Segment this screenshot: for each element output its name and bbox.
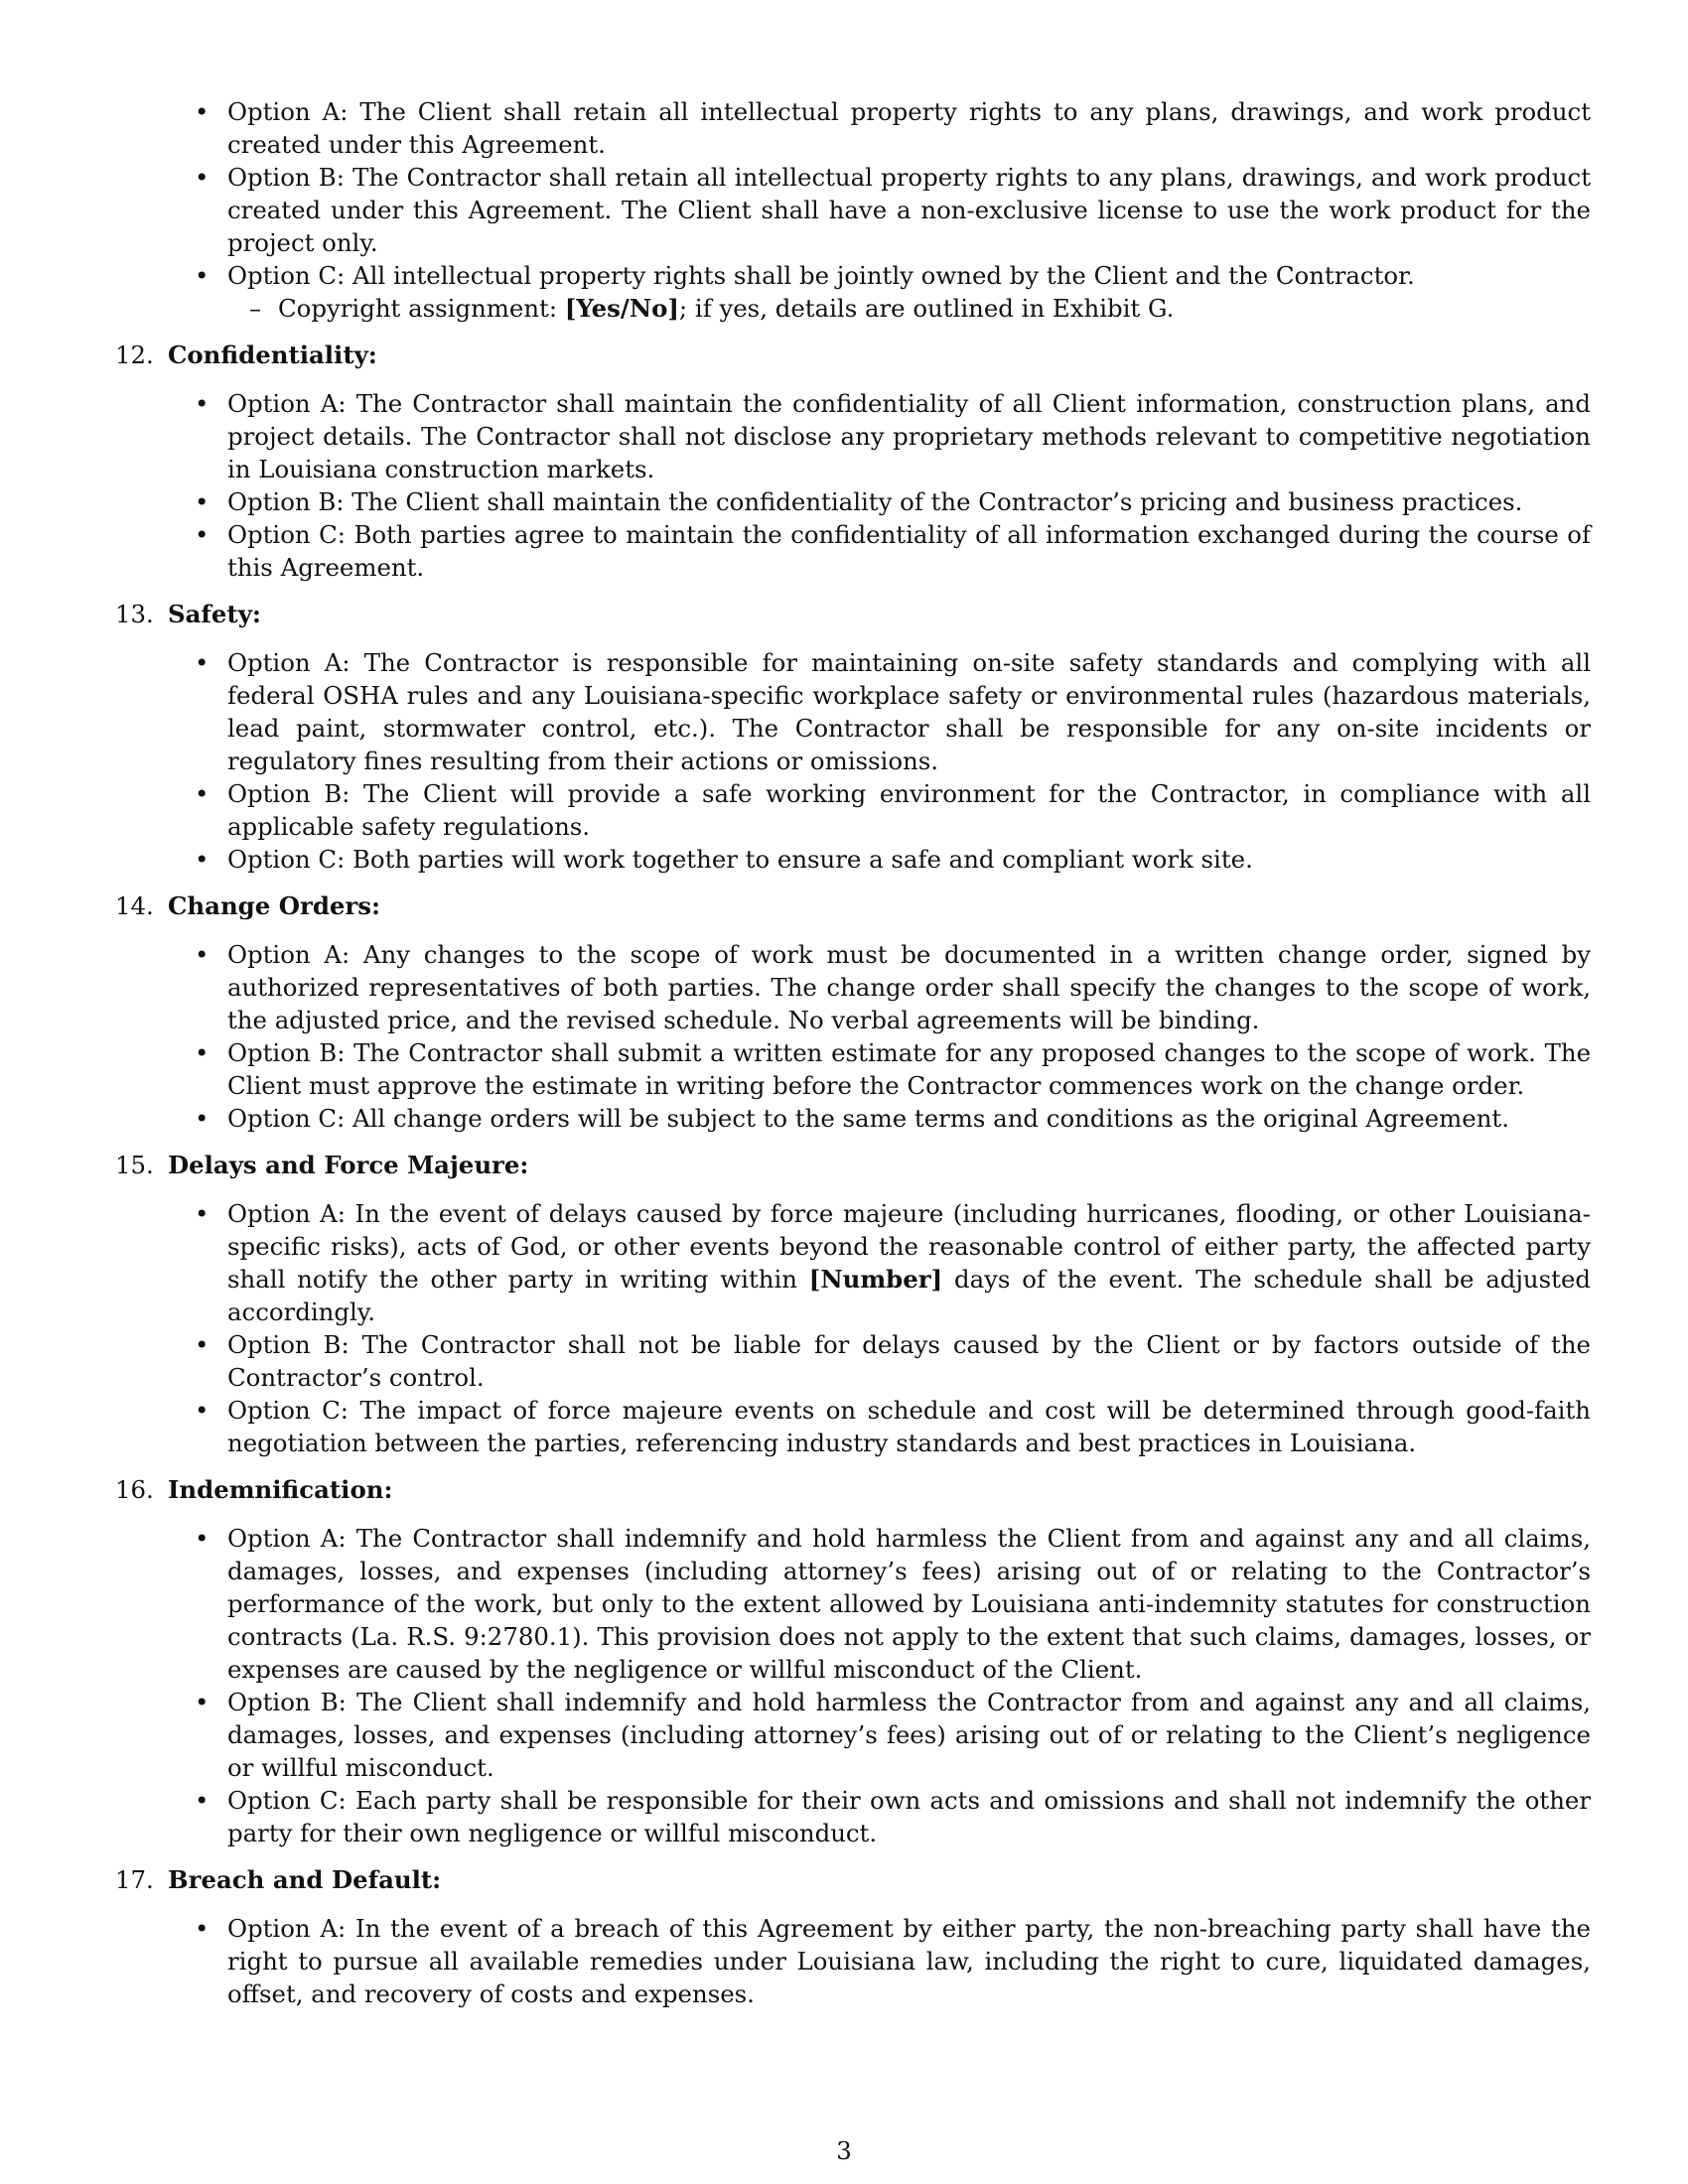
section-breach-default [107,1863,1591,2010]
list-item: • Option B: The Client shall indemnify and hold harmless the Contractor from and against any and all claims, damages, losses, and expenses (including attorney’s fees) arising out of or relating to the Client’s negligence or willful misconduct. [227,1686,1591,1784]
sub-item-prefix: Copyright assignment: [278,294,565,323]
list-item-text: Option C: All intellectual property rights shall be jointly owned by the Client and the Contractor. [227,261,1415,290]
section-options [107,1522,1591,1849]
list-item: • Option B: The Contractor shall submit a written estimate for any proposed changes to the scope of work. The Client must approve the estimate in writing before the Contractor commences work on the change order. [227,1036,1591,1102]
section-heading [107,889,1591,922]
section-number: 14. [115,891,154,920]
section-heading [107,1149,1591,1181]
section-heading [107,1863,1591,1896]
ip-rights-options [107,95,1591,325]
list-item: • Option A: The Contractor is responsible for maintaining on-site safety standards and complying with all federal OSHA rules and any Louisiana-specific workplace safety or environmental rules (hazardous materials, lead paint, stormwater control, etc.). The Contractor shall be responsible for any on-site incidents or regulatory fines resulting from their actions or omissions. [227,646,1591,777]
section-number: 12. [115,341,154,369]
list-item: • Option C: Both parties agree to maintain the confidentiality of all information exchanged during the course of this Agreement. [227,518,1591,584]
list-item-text: days of the event. The schedule shall be adjusted accordingly. [227,1265,1591,1326]
section-change-orders [107,889,1591,1135]
list-item: • Option C: Both parties will work together to ensure a safe and compliant work site. [227,843,1591,876]
list-item [227,1197,1591,1328]
section-indemnification [107,1473,1591,1849]
section-number: 16. [115,1475,154,1504]
list-item: • Option A: The Contractor shall indemnify and hold harmless the Client from and against any and all claims, damages, losses, and expenses (including attorney’s fees) arising out of or relating to the Contractor’s performance of the work, but only to the extent allowed by Louisiana anti-indemnity statutes for construction contracts (La. R.S. 9:2780.1). This provision does not apply to the extent that such claims, damages, losses, or expenses are caused by the negligence or willful misconduct of the Client. [227,1522,1591,1686]
sub-list [227,292,1591,325]
section-heading [107,1473,1591,1506]
list-item: • Option A: In the event of a breach of this Agreement by either party, the non-breaching party shall have the right to pursue all available remedies under Louisiana law, including the right to cure, liquidated damages, offset, and recovery of costs and expenses. [227,1912,1591,2010]
section-title: Delays and Force Majeure: [168,1151,529,1179]
section-delays-force-majeure [107,1149,1591,1459]
yes-no-placeholder: [Yes/No] [564,294,679,323]
copyright-assignment-item [278,292,1591,325]
list-item-text: Option A: In the event of delays caused by force majeure (including hurricanes, flooding, or other Louisiana-specific risks), acts of God, or other events beyond the reasonable control of either party, the affected party shall notify the other party in writing within [227,1199,1591,1294]
section-safety [107,598,1591,876]
list-item: • Option C: Each party shall be responsible for their own acts and omissions and shall not indemnify the other party for their own negligence or willful misconduct. [227,1784,1591,1849]
section-title: Indemnification: [168,1475,393,1504]
section-confidentiality [107,339,1591,584]
section-options [107,1912,1591,2010]
section-number: 17. [115,1865,154,1894]
list-item: • Option B: The Contractor shall not be liable for delays caused by the Client or by factors outside of the Contractor’s control. [227,1328,1591,1394]
section-options [107,1197,1591,1459]
section-options [107,646,1591,876]
section-title: Breach and Default: [168,1865,442,1894]
list-item: • Option B: The Client will provide a safe working environment for the Contractor, in compliance with all applicable safety regulations. [227,777,1591,843]
list-item: • Option A: Any changes to the scope of work must be documented in a written change order, signed by authorized representatives of both parties. The change order shall specify the changes to the scope of work, the adjusted price, and the revised schedule. No verbal agreements will be binding. [227,938,1591,1036]
list-item [227,259,1591,325]
section-number: 13. [115,600,154,628]
section-heading [107,598,1591,630]
section-number: 15. [115,1151,154,1179]
list-item: • Option C: All change orders will be subject to the same terms and conditions as the original Agreement. [227,1102,1591,1135]
list-item: • Option B: The Client shall maintain the confidentiality of the Contractor’s pricing and business practices. [227,485,1591,518]
sub-item-suffix: ; if yes, details are outlined in Exhibit G. [678,294,1175,323]
list-item: • Option C: The impact of force majeure events on schedule and cost will be determined through good-faith negotiation between the parties, referencing industry standards and best practices in Louisiana. [227,1394,1591,1459]
document-body [107,95,1591,2010]
section-options [107,938,1591,1135]
section-heading [107,339,1591,371]
list-item: • Option A: The Client shall retain all intellectual property rights to any plans, drawings, and work product created under this Agreement. [227,95,1591,161]
section-title: Change Orders: [168,891,381,920]
section-options [107,387,1591,584]
number-placeholder: [Number] [808,1265,943,1294]
section-title: Confidentiality: [168,341,377,369]
page-number: 3 [836,2136,852,2165]
list-item: • Option B: The Contractor shall retain all intellectual property rights to any plans, drawings, and work product created under this Agreement. The Client shall have a non-exclusive license to use the work product for the project only. [227,161,1591,259]
list-item: • Option A: The Contractor shall maintain the confidentiality of all Client information, construction plans, and project details. The Contractor shall not disclose any proprietary methods relevant to competitive negotiation in Louisiana construction markets. [227,387,1591,485]
section-title: Safety: [168,600,261,628]
